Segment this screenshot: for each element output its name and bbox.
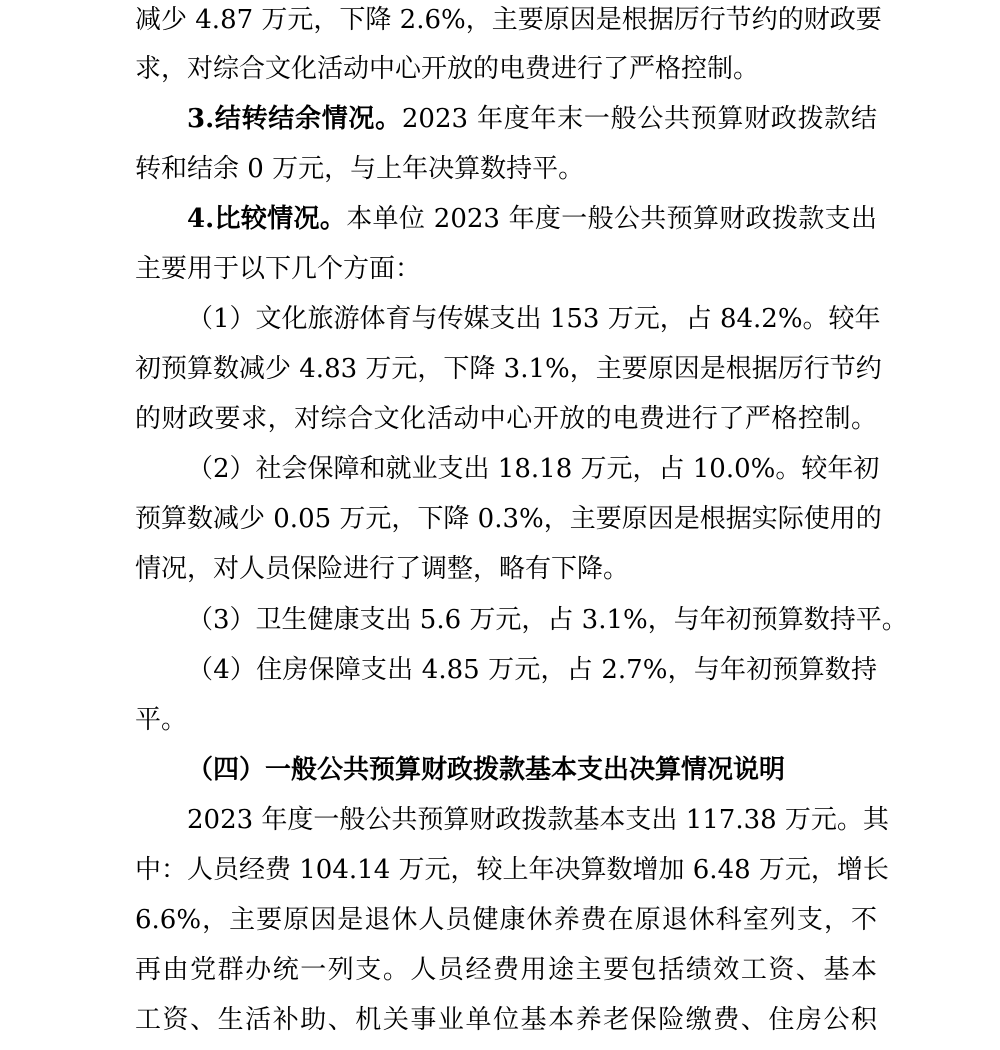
paragraph-line: 初预算数减少 4.83 万元，下降 3.1%，主要原因是根据厉行节约 bbox=[135, 354, 882, 384]
paragraph-line: 再由党群办统一列支。人员经费用途主要包括绩效工资、基本 bbox=[135, 955, 877, 985]
paragraph-line: 求，对综合文化活动中心开放的电费进行了严格控制。 bbox=[135, 54, 760, 84]
paragraph-line: （3）卫生健康支出 5.6 万元，占 3.1%，与年初预算数持平。 bbox=[187, 605, 908, 635]
paragraph-line: 主要用于以下几个方面： bbox=[135, 254, 422, 284]
paragraph-line: （2）社会保障和就业支出 18.18 万元，占 10.0%。较年初 bbox=[187, 454, 880, 484]
paragraph-line: 预算数减少 0.05 万元，下降 0.3%，主要原因是根据实际使用的 bbox=[135, 504, 882, 534]
paragraph-line: 2023 年度一般公共预算财政拨款基本支出 117.38 万元。其 bbox=[187, 805, 889, 835]
paragraph-line: 减少 4.87 万元，下降 2.6%，主要原因是根据厉行节约的财政要 bbox=[135, 5, 882, 35]
paragraph-line bbox=[187, 99, 877, 149]
paragraph-line: 的财政要求，对综合文化活动中心开放的电费进行了严格控制。 bbox=[135, 404, 877, 434]
section-heading: （四）一般公共预算财政拨款基本支出决算情况说明 bbox=[187, 755, 786, 785]
paragraph-line: （4）住房保障支出 4.85 万元，占 2.7%，与年初预算数持 bbox=[187, 655, 877, 685]
paragraph-line bbox=[187, 199, 877, 249]
paragraph-text: 2023 年度年末一般公共预算财政拨款结 bbox=[401, 104, 877, 134]
paragraph-line: 转和结余 0 万元，与上年决算数持平。 bbox=[135, 154, 585, 184]
paragraph-heading: 4.比较情况。 bbox=[187, 204, 347, 234]
paragraph-line: （1）文化旅游体育与传媒支出 153 万元，占 84.2%。较年 bbox=[187, 304, 881, 334]
paragraph-line: 工资、生活补助、机关事业单位基本养老保险缴费、住房公积 bbox=[135, 1005, 877, 1035]
paragraph-line: 平。 bbox=[135, 705, 188, 735]
paragraph-line: 中：人员经费 104.14 万元，较上年决算数增加 6.48 万元，增长 bbox=[135, 855, 889, 885]
paragraph-text: 本单位 2023 年度一般公共预算财政拨款支出 bbox=[346, 204, 877, 234]
paragraph-line: 情况，对人员保险进行了调整，略有下降。 bbox=[135, 554, 630, 584]
paragraph-line: 6.6%，主要原因是退休人员健康休养费在原退休科室列支，不 bbox=[135, 905, 877, 935]
paragraph-heading: 3.结转结余情况。 bbox=[187, 104, 402, 134]
